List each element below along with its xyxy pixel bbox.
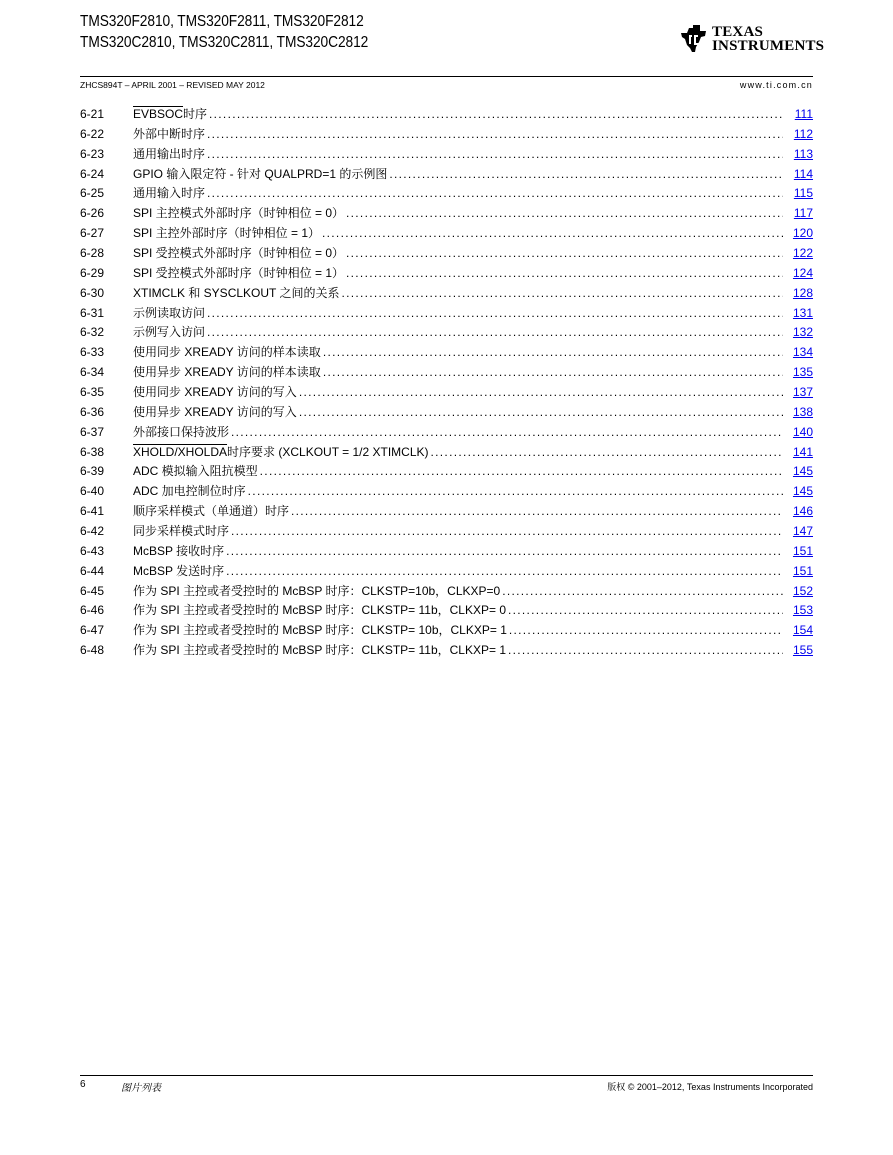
toc-row[interactable] xyxy=(80,184,813,204)
figure-number: 6-37 xyxy=(80,424,105,439)
figure-title-text: 外部中断时序 xyxy=(133,126,206,141)
figure-title-text: 外部接口保持波形 xyxy=(133,424,230,439)
footer-rule xyxy=(80,1075,813,1076)
toc-row[interactable] xyxy=(80,125,813,145)
page-link[interactable]: 131 xyxy=(792,305,813,320)
toc-row[interactable] xyxy=(80,383,813,403)
page-link[interactable]: 135 xyxy=(792,365,813,380)
toc-row[interactable] xyxy=(80,165,813,185)
figure-title[interactable] xyxy=(133,244,344,264)
dot-leader xyxy=(291,502,783,522)
figure-number: 6-34 xyxy=(80,365,105,380)
figure-title-text: 通用输出时序 xyxy=(133,146,206,161)
ti-logo xyxy=(679,22,825,62)
figure-number: 6-47 xyxy=(80,623,105,638)
figure-title[interactable] xyxy=(133,284,339,304)
figure-title-text: 使用同步 XREADY 访问的写入 xyxy=(133,385,297,400)
dot-leader xyxy=(226,542,783,562)
figure-title[interactable] xyxy=(133,184,205,204)
toc-row[interactable] xyxy=(80,304,813,324)
figure-number: 6-28 xyxy=(80,246,105,261)
figure-number: 6-40 xyxy=(80,484,105,499)
footer-copyright: 版权 © 2001–2012, Texas Instruments Incorporated xyxy=(607,1082,813,1092)
toc-row[interactable] xyxy=(80,403,813,423)
figure-title-text: SPI 主控模式外部时序（时钟相位 = 0） xyxy=(133,206,345,221)
figure-number: 6-24 xyxy=(80,166,105,181)
figure-title-text: 顺序采样模式（单通道）时序 xyxy=(133,504,290,519)
figure-title[interactable] xyxy=(133,601,506,621)
dot-leader xyxy=(431,443,783,463)
dot-leader xyxy=(341,284,783,304)
figure-number: 6-38 xyxy=(80,444,105,459)
toc-row[interactable] xyxy=(80,582,813,602)
figure-title-text: 使用异步 XREADY 访问的写入 xyxy=(133,404,297,419)
dot-leader xyxy=(323,363,783,383)
dot-leader xyxy=(207,145,783,165)
website-link[interactable]: www.ti.com.cn xyxy=(739,80,813,90)
figure-title[interactable] xyxy=(133,502,289,522)
dot-leader xyxy=(508,601,783,621)
dot-leader xyxy=(389,165,783,185)
page-link[interactable]: 147 xyxy=(792,524,813,539)
ti-wordmark xyxy=(712,25,824,53)
figure-number: 6-30 xyxy=(80,285,105,300)
toc-row[interactable] xyxy=(80,601,813,621)
figure-number: 6-29 xyxy=(80,265,105,280)
toc-row[interactable] xyxy=(80,224,813,244)
figure-title-text: McBSP 接收时序 xyxy=(133,543,225,558)
logo-line-2: INSTRUMENTS xyxy=(712,38,825,54)
figure-title-text: 时序 xyxy=(183,107,208,121)
figure-number: 6-41 xyxy=(80,504,105,519)
page-link[interactable]: 137 xyxy=(792,385,813,400)
page-link[interactable]: 111 xyxy=(794,107,813,121)
figure-number: 6-32 xyxy=(80,325,105,340)
figure-title[interactable] xyxy=(133,204,344,224)
figure-title[interactable] xyxy=(133,621,507,641)
dot-leader xyxy=(260,462,783,482)
toc-row[interactable] xyxy=(80,145,813,165)
figure-title[interactable] xyxy=(133,522,229,542)
figure-title-text: 示例读取访问 xyxy=(133,305,206,320)
figure-number: 6-25 xyxy=(80,186,105,201)
figure-title-overlined: EVBSOC xyxy=(133,107,184,121)
figure-title[interactable] xyxy=(133,383,297,403)
document-title xyxy=(80,11,562,53)
toc-row[interactable] xyxy=(80,264,813,284)
figure-title-overlined: XHOLD/XHOLDA xyxy=(133,444,228,459)
dot-leader xyxy=(299,383,783,403)
figure-title[interactable] xyxy=(133,641,506,661)
figure-title-text: SPI 受控模式外部时序（时钟相位 = 0） xyxy=(133,246,345,261)
dot-leader xyxy=(207,184,783,204)
page-link[interactable]: 134 xyxy=(792,345,813,360)
page-link[interactable]: 120 xyxy=(792,226,813,241)
footer-section-name: 图片列表 xyxy=(121,1083,161,1094)
figure-title-text: 同步采样模式时序 xyxy=(133,524,230,539)
dot-leader xyxy=(299,403,783,423)
toc-row[interactable] xyxy=(80,522,813,542)
toc-row[interactable] xyxy=(80,562,813,582)
figure-title[interactable] xyxy=(133,562,224,582)
toc-row[interactable] xyxy=(80,284,813,304)
dot-leader xyxy=(323,343,783,363)
figure-title-text: McBSP 发送时序 xyxy=(133,563,225,578)
figure-title[interactable] xyxy=(133,462,258,482)
figure-number: 6-21 xyxy=(80,107,105,121)
toc-row[interactable] xyxy=(80,363,813,383)
dot-leader xyxy=(207,125,783,145)
dot-leader xyxy=(322,224,783,244)
figure-title[interactable] xyxy=(133,264,344,284)
dot-leader xyxy=(502,582,783,602)
toc-row[interactable] xyxy=(80,462,813,482)
figure-title-text: 通用输入时序 xyxy=(133,186,206,201)
figure-title-text: 作为 SPI 主控或者受控时的 McBSP 时序：CLKSTP= 11b，CLKXP= 0 xyxy=(133,603,506,618)
dot-leader xyxy=(207,323,783,343)
dot-leader xyxy=(231,522,783,542)
figure-number: 6-35 xyxy=(80,385,105,400)
toc-row[interactable] xyxy=(80,323,813,343)
page-link[interactable]: 141 xyxy=(792,444,813,459)
figure-number: 6-31 xyxy=(80,305,105,320)
page-link[interactable]: 122 xyxy=(792,246,813,261)
figure-title-text: GPIO 输入限定符 - 针对 QUALPRD=1 的示例图 xyxy=(133,166,388,181)
figure-number: 6-46 xyxy=(80,603,105,618)
page-link[interactable]: 151 xyxy=(792,563,813,578)
figure-title-text: 作为 SPI 主控或者受控时的 McBSP 时序：CLKSTP=10b，CLKXP=0 xyxy=(133,583,501,598)
figure-title-text: 时序要求 (XCLKOUT = 1/2 XTIMCLK) xyxy=(227,444,429,459)
figure-title-text: 作为 SPI 主控或者受控时的 McBSP 时序：CLKSTP= 11b，CLKXP= 1 xyxy=(133,643,506,658)
figure-title-text: 示例写入访问 xyxy=(133,325,206,340)
page-link[interactable]: 152 xyxy=(792,583,813,598)
document-id: ZHCS894T – APRIL 2001 – REVISED MAY 2012 xyxy=(80,80,265,90)
figure-title[interactable] xyxy=(133,125,205,145)
figure-title[interactable] xyxy=(133,304,205,324)
figure-number: 6-23 xyxy=(80,146,105,161)
page-link[interactable]: 113 xyxy=(793,146,813,161)
figure-title-text: SPI 主控外部时序（时钟相位 = 1） xyxy=(133,226,321,241)
toc-row[interactable] xyxy=(80,641,813,661)
toc-row[interactable] xyxy=(80,343,813,363)
figure-number: 6-45 xyxy=(80,583,105,598)
figure-title-text: SPI 受控模式外部时序（时钟相位 = 1） xyxy=(133,265,345,280)
figure-title-text: 作为 SPI 主控或者受控时的 McBSP 时序：CLKSTP= 10b，CLKXP= 1 xyxy=(133,623,507,638)
figure-title-text: ADC 模拟输入阻抗模型 xyxy=(133,464,258,479)
page-link[interactable]: 140 xyxy=(792,424,813,439)
figure-number: 6-33 xyxy=(80,345,105,360)
dot-leader xyxy=(209,105,783,125)
figure-title-text: 使用异步 XREADY 访问的样本读取 xyxy=(133,365,321,380)
toc-row[interactable] xyxy=(80,482,813,502)
dot-leader xyxy=(226,562,783,582)
figure-number: 6-22 xyxy=(80,126,105,141)
figure-title[interactable] xyxy=(133,363,321,383)
toc-row[interactable] xyxy=(80,443,813,463)
figure-title[interactable] xyxy=(133,343,321,363)
dot-leader xyxy=(248,482,783,502)
logo-line-1: TEXAS xyxy=(712,24,764,40)
dot-leader xyxy=(509,621,783,641)
toc-row[interactable] xyxy=(80,105,813,125)
figure-title[interactable] xyxy=(133,165,387,185)
page-link[interactable]: 115 xyxy=(793,186,813,201)
page-link[interactable]: 112 xyxy=(793,126,813,141)
figure-title[interactable] xyxy=(133,443,429,463)
figure-number: 6-42 xyxy=(80,524,105,539)
figure-number: 6-27 xyxy=(80,226,105,241)
toc-row[interactable] xyxy=(80,502,813,522)
page-link[interactable]: 132 xyxy=(792,325,813,340)
ti-state-logo-icon xyxy=(679,24,709,54)
toc-row[interactable] xyxy=(80,244,813,264)
figure-number: 6-36 xyxy=(80,404,105,419)
figure-title[interactable] xyxy=(133,482,246,502)
figure-title-text: XTIMCLK 和 SYSCLKOUT 之间的关系 xyxy=(133,285,340,300)
page-link[interactable]: 117 xyxy=(793,206,813,221)
page-link[interactable]: 138 xyxy=(792,404,813,419)
figure-title[interactable] xyxy=(133,423,229,443)
title-line-1: TMS320F2810, TMS320F2811, TMS320F2812 xyxy=(80,13,364,30)
dot-leader xyxy=(346,264,783,284)
figure-title[interactable] xyxy=(133,323,205,343)
page-link[interactable]: 114 xyxy=(793,166,813,181)
figure-number: 6-39 xyxy=(80,464,105,479)
figure-title[interactable] xyxy=(133,105,207,125)
page-link[interactable]: 124 xyxy=(792,265,813,280)
toc-row[interactable] xyxy=(80,542,813,562)
dot-leader xyxy=(231,423,783,443)
header-rule xyxy=(80,76,813,77)
figure-title-text: ADC 加电控制位时序 xyxy=(133,484,246,499)
dot-leader xyxy=(346,244,783,264)
figure-list xyxy=(80,105,813,661)
figure-number: 6-48 xyxy=(80,643,105,658)
dot-leader xyxy=(207,304,783,324)
page-link[interactable]: 128 xyxy=(792,285,813,300)
figure-title[interactable] xyxy=(133,145,205,165)
figure-title[interactable] xyxy=(133,403,297,423)
page-link[interactable]: 151 xyxy=(792,543,813,558)
page-link[interactable]: 145 xyxy=(792,484,813,499)
page-link[interactable]: 146 xyxy=(792,504,813,519)
toc-row[interactable] xyxy=(80,621,813,641)
dot-leader xyxy=(508,641,783,661)
page-link[interactable]: 153 xyxy=(792,603,813,618)
figure-number: 6-43 xyxy=(80,543,105,558)
figure-title[interactable] xyxy=(133,224,320,244)
page-link[interactable]: 145 xyxy=(792,464,813,479)
dot-leader xyxy=(346,204,783,224)
figure-title-text: 使用同步 XREADY 访问的样本读取 xyxy=(133,345,321,360)
figure-number: 6-44 xyxy=(80,563,105,578)
figure-title[interactable] xyxy=(133,582,500,602)
page-link[interactable]: 155 xyxy=(792,643,813,658)
footer-page-number: 6 xyxy=(80,1079,86,1090)
title-line-2: TMS320C2810, TMS320C2811, TMS320C2812 xyxy=(80,34,369,51)
toc-row[interactable] xyxy=(80,204,813,224)
figure-title[interactable] xyxy=(133,542,224,562)
page-link[interactable]: 154 xyxy=(792,623,813,638)
figure-number: 6-26 xyxy=(80,206,105,221)
toc-row[interactable] xyxy=(80,423,813,443)
